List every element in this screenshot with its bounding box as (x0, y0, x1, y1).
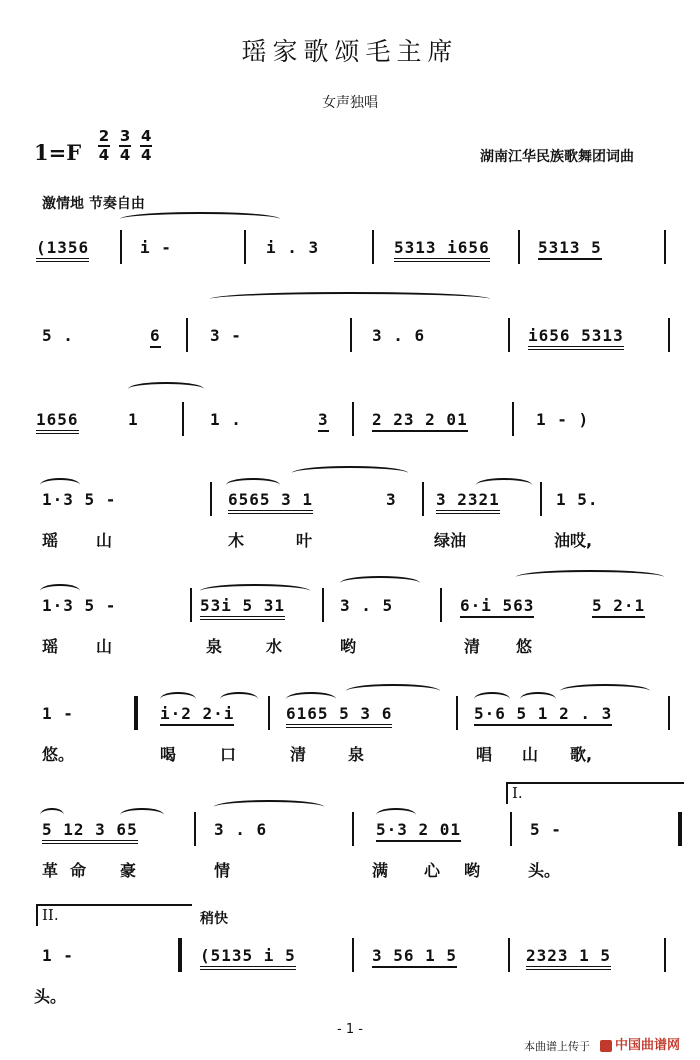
lyric: 叶 (296, 531, 313, 550)
note-group: 3 56 1 5 (372, 946, 457, 968)
note-group: 6·i 563 (460, 596, 534, 618)
music-row-2 (0, 326, 700, 396)
composer-credit: 湖南江华民族歌舞团词曲 (480, 149, 634, 165)
note-group: 1 - (42, 946, 74, 965)
barline (352, 938, 354, 972)
lyric: 水 (266, 637, 283, 656)
note-group: 1 5. (556, 490, 599, 509)
music-row-6 (0, 704, 700, 774)
lyric: 哟 (340, 637, 357, 656)
lyric: 悠。 (42, 745, 75, 764)
note-group: i . 3 (266, 238, 320, 257)
barline (422, 482, 424, 516)
lyric: 情 (214, 861, 231, 880)
note-group: (5135 i 5 (200, 946, 296, 970)
barline (664, 230, 666, 264)
barline (350, 318, 352, 352)
note-group: 6 (150, 326, 161, 348)
lyric: 豪 (120, 861, 137, 880)
note-group: 5313 5 (538, 238, 602, 260)
slur (214, 800, 324, 814)
note-group: 6165 5 3 6 (286, 704, 392, 728)
lyric: 命 (70, 861, 87, 880)
slur (346, 684, 440, 698)
music-row-8 (0, 946, 700, 1016)
barline (210, 482, 212, 516)
barline (508, 938, 510, 972)
score-title: 瑶家歌颂毛主席 (241, 37, 459, 66)
meter-4-4: $\frac{4}{4}$ (140, 127, 152, 164)
barline (352, 812, 354, 846)
lyric: 泉 (348, 745, 365, 764)
repeat-end (672, 812, 682, 846)
tempo-marking: 激情地 节奏自由 (42, 196, 145, 212)
lyric: 头。 (528, 861, 561, 880)
lyric: 头。 (34, 987, 67, 1006)
lyric: 哟 (464, 861, 481, 880)
note-group: 5 2·1 (592, 596, 645, 618)
barline (120, 230, 122, 264)
slur (340, 576, 420, 590)
note-group: 5313 i656 (394, 238, 490, 262)
slur (292, 466, 408, 480)
note-group: 5 12 3 65 (42, 820, 138, 844)
repeat-start (134, 696, 144, 730)
lyric: 山 (96, 637, 113, 656)
note-group: 1·3 5 - (42, 596, 117, 615)
note-group: (1356 (36, 238, 89, 262)
note-group: 1 - ) (536, 410, 590, 429)
barline (186, 318, 188, 352)
barline (664, 938, 666, 972)
barline (322, 588, 324, 622)
upload-note: 本曲谱上传于 (524, 1040, 590, 1053)
barline (668, 696, 670, 730)
note-group: 3 . 5 (340, 596, 394, 615)
note-group: 3 . 6 (372, 326, 426, 345)
note-group: 5 - (530, 820, 562, 839)
volta-second-ending (36, 904, 192, 926)
note-group: 53i 5 31 (200, 596, 285, 620)
barline (244, 230, 246, 264)
slur (560, 684, 650, 698)
note-group: 5·3 2 01 (376, 820, 461, 842)
repeat-start (178, 938, 188, 972)
note-group: 5 . (42, 326, 74, 345)
lyric: 瑶 (42, 531, 59, 550)
barline (190, 588, 192, 622)
note-group: 6565 3 1 (228, 490, 313, 514)
note-group: 3 (318, 410, 329, 432)
barline (456, 696, 458, 730)
lyric: 唱 (476, 745, 493, 764)
note-group: 2323 1 5 (526, 946, 611, 970)
note-group: 1 (128, 410, 139, 429)
volta-first-ending (506, 782, 684, 804)
tempo-change: 稍快 (200, 911, 228, 927)
note-group: 1·3 5 - (42, 490, 117, 509)
barline (512, 402, 514, 436)
lyric: 清 (464, 637, 481, 656)
lyric: 口 (220, 745, 237, 764)
music-row-4 (0, 490, 700, 560)
page-number: - 1 - (337, 1022, 363, 1037)
barline (372, 230, 374, 264)
note-group: 5·6 5 1 2 . 3 (474, 704, 612, 726)
slur (120, 212, 280, 226)
lyric: 喝 (160, 745, 177, 764)
logo-icon (600, 1040, 612, 1052)
meter-2-4: $\frac{2}{4}$ (98, 127, 110, 164)
note-group: 3 . 6 (214, 820, 268, 839)
lyric: 悠 (516, 637, 533, 656)
logo-text: 中国曲谱网 (615, 1038, 681, 1053)
lyric: 木 (228, 531, 245, 550)
note-group: 2 23 2 01 (372, 410, 468, 432)
volta-label: II. (42, 906, 59, 924)
volta-label: I. (512, 784, 523, 802)
note-group: i656 5313 (528, 326, 624, 350)
barline (518, 230, 520, 264)
note-group: 3 (386, 490, 397, 509)
lyric: 歌, (570, 745, 593, 764)
lyric: 山 (522, 745, 539, 764)
music-row-5 (0, 596, 700, 666)
barline (540, 482, 542, 516)
lyric: 绿油 (434, 531, 467, 550)
note-group: i·2 2·i (160, 704, 234, 726)
lyric: 山 (96, 531, 113, 550)
meter-3-4: $\frac{3}{4}$ (119, 127, 131, 164)
key-signature: 1=F (34, 140, 82, 165)
barline (510, 812, 512, 846)
note-group: 3 - (210, 326, 242, 345)
barline (268, 696, 270, 730)
time-signatures (98, 128, 156, 164)
lyric: 满 (372, 861, 389, 880)
lyric: 革 (42, 861, 59, 880)
note-group: i - (140, 238, 172, 257)
lyric: 清 (290, 745, 307, 764)
score-subtitle: 女声独唱 (322, 95, 378, 111)
barline (668, 318, 670, 352)
note-group: 1 - (42, 704, 74, 723)
site-logo[interactable] (600, 1034, 680, 1053)
lyric: 瑶 (42, 637, 59, 656)
lyric: 心 (424, 861, 441, 880)
barline (440, 588, 442, 622)
lyric: 泉 (206, 637, 223, 656)
note-group: 3 2321 (436, 490, 500, 514)
note-group: 1656 (36, 410, 79, 434)
note-group: 1 . (210, 410, 242, 429)
barline (194, 812, 196, 846)
barline (182, 402, 184, 436)
music-row-7 (0, 820, 700, 890)
slur (128, 382, 204, 396)
slur (516, 570, 664, 584)
slur (210, 292, 490, 306)
barline (352, 402, 354, 436)
lyric: 油哎, (554, 531, 593, 550)
barline (508, 318, 510, 352)
